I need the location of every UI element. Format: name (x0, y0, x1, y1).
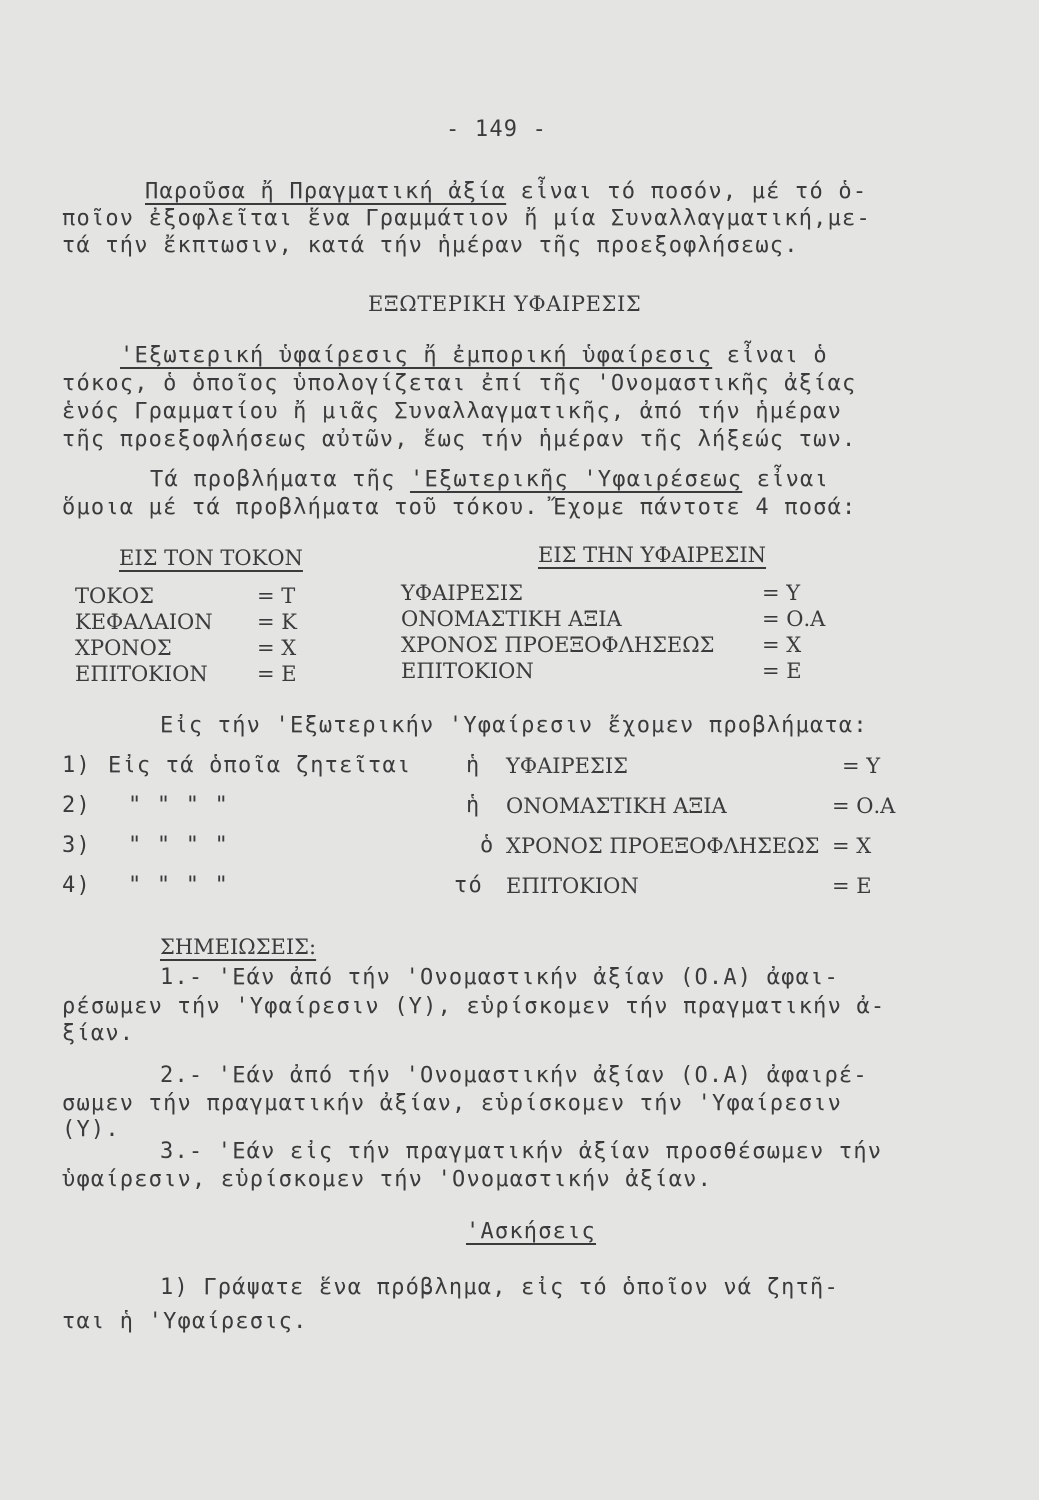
note-2-line-3: (Υ). (62, 1117, 120, 1142)
problems-lead: Τά προβλήματα τῆς (150, 467, 411, 492)
note-1-line-1: 1.- 'Εάν ἀπό τήν 'Ονομαστικήν ἀξίαν (Ο.Α) ἀφαι- (160, 965, 839, 990)
problem-article: ἡ (466, 753, 481, 778)
left-row-symbol: = Τ (257, 584, 296, 608)
page-number: - 149 - (446, 117, 548, 142)
exercise-1-line-1: 1) Γράψατε ἕνα πρόβλημα, εἰς τό ὁποῖον νά ζητῆ- (160, 1275, 839, 1300)
definition-term: 'Εξωτερική ὑφαίρεσις ἤ ἐμπορική ὑφαίρεσις (120, 343, 713, 368)
right-row-name: ΟΝΟΜΑΣΤΙΚΗ ΑΞΙΑ (401, 607, 622, 631)
note-2-line-2: σωμεν τήν πραγματικήν ἀξίαν, εὑρίσκομεν τήν 'Υφαίρεσιν (62, 1091, 843, 1116)
intro-term: Παροῦσα ἤ Πραγματική ἀξία (145, 179, 507, 204)
problem-text: " " " " (128, 833, 230, 858)
problem-num: 3) (62, 833, 91, 858)
left-row-name: ΤΟΚΟΣ (75, 584, 154, 608)
problem-name: ΥΦΑΙΡΕΣΙΣ (506, 754, 628, 778)
table-left-heading: ΕΙΣ ΤΟΝ ΤΟΚΟΝ (119, 546, 303, 570)
problems-term: 'Εξωτερικῆς 'Υφαιρέσεως (410, 467, 743, 492)
problem-symbol: = Υ (842, 754, 881, 778)
problem-name: ΟΝΟΜΑΣΤΙΚΗ ΑΞΙΑ (506, 794, 727, 818)
problem-text: Εἰς τά ὁποῖα ζητεῖται (108, 753, 412, 778)
left-row-symbol: = Χ (257, 636, 297, 660)
problem-article: ὁ (480, 833, 495, 858)
right-row-symbol: = Ο.Α (762, 607, 826, 631)
left-row-symbol: = Ε (257, 662, 297, 686)
note-2-line-1: 2.- 'Εάν ἀπό τήν 'Ονομαστικήν ἀξίαν (Ο.Α) ἀφαιρέ- (160, 1063, 868, 1088)
problem-num: 1) (62, 753, 91, 778)
problem-article: ἡ (466, 793, 481, 818)
intro-line-1-rest: εἶναι τό ποσόν, μέ τό ὁ- (506, 179, 868, 204)
intro-line-3: τά τήν ἔκπτωσιν, κατά τήν ἡμέραν τῆς προεξοφλήσεως. (62, 233, 799, 258)
problem-symbol: = Χ (832, 834, 872, 858)
left-row-name: ΕΠΙΤΟΚΙΟΝ (75, 662, 208, 686)
note-3-line-2: ὑφαίρεσιν, εὑρίσκομεν τήν 'Ονομαστικήν ἀξίαν. (62, 1167, 713, 1192)
left-row-name: ΚΕΦΑΛΑΙΟΝ (75, 610, 213, 634)
right-row-symbol: = Χ (762, 633, 802, 657)
left-row-name: ΧΡΟΝΟΣ (75, 636, 172, 660)
right-row-symbol: = Ε (762, 659, 802, 683)
right-row-name: ΥΦΑΙΡΕΣΙΣ (401, 581, 523, 605)
problem-symbol: = Ο.Α (832, 794, 896, 818)
problems-line-1 (150, 466, 829, 494)
problems-line-2: ὅμοια μέ τά προβλήματα τοῦ τόκου. Ἔχομε πάντοτε 4 ποσά: (62, 495, 857, 520)
problems-line-1-rest: εἶναι (742, 467, 829, 492)
problem-text: " " " " (128, 873, 230, 898)
note-3-line-1: 3.- 'Εάν εἰς τήν πραγματικήν ἀξίαν προσθέσωμεν τήν (160, 1139, 883, 1164)
definition-line-3: ἑνός Γραμματίου ἤ μιᾶς Συναλλαγματικῆς, ἀπό τήν ἡμέραν (62, 399, 843, 424)
note-1-line-3: ξίαν. (62, 1021, 135, 1046)
notes-heading: ΣΗΜΕΙΩΣΕΙΣ: (160, 935, 317, 959)
note-1-line-2: ρέσωμεν τήν 'Υφαίρεσιν (Υ), εὑρίσκομεν τήν πραγματικήν ἀ- (62, 994, 886, 1019)
problem-name: ΕΠΙΤΟΚΙΟΝ (506, 874, 639, 898)
exercise-1-line-2: ται ἡ 'Υφαίρεσις. (62, 1309, 308, 1334)
definition-line-4: τῆς προεξοφλήσεως αὐτῶν, ἕως τήν ἡμέραν τῆς λήξεώς των. (62, 427, 857, 452)
intro-line-2: ποῖον ἐξοφλεῖται ἕνα Γραμμάτιον ἤ μία Συναλλαγματική,με- (62, 206, 871, 231)
definition-line-1 (120, 342, 828, 370)
intro-line-1 (145, 178, 867, 206)
right-row-name: ΕΠΙΤΟΚΙΟΝ (401, 659, 534, 683)
table-right-heading: ΕΙΣ ΤΗΝ ΥΦΑΙΡΕΣΙΝ (538, 543, 767, 567)
problem-intro: Εἰς τήν 'Εξωτερικήν 'Υφαίρεσιν ἔχομεν προβλήματα: (160, 713, 868, 738)
definition-line-1-rest: εἶναι ὁ (712, 343, 828, 368)
problem-name: ΧΡΟΝΟΣ ΠΡΟΕΞΟΦΛΗΣΕΩΣ (506, 834, 820, 858)
definition-line-2: τόκος, ὁ ὁποῖος ὑπολογίζεται ἐπί τῆς 'Ονομαστικῆς ἀξίας (62, 371, 857, 396)
right-row-symbol: = Υ (762, 581, 801, 605)
problem-article: τό (454, 873, 483, 898)
problem-num: 2) (62, 793, 91, 818)
exercises-heading: 'Ασκήσεις (466, 1219, 597, 1244)
problem-symbol: = Ε (832, 874, 872, 898)
right-row-name: ΧΡΟΝΟΣ ΠΡΟΕΞΟΦΛΗΣΕΩΣ (401, 633, 715, 657)
section-heading: ΕΞΩΤΕΡΙΚΗ ΥΦΑΙΡΕΣΙΣ (368, 292, 642, 316)
problem-text: " " " " (128, 793, 230, 818)
left-row-symbol: = Κ (257, 610, 297, 634)
problem-num: 4) (62, 873, 91, 898)
